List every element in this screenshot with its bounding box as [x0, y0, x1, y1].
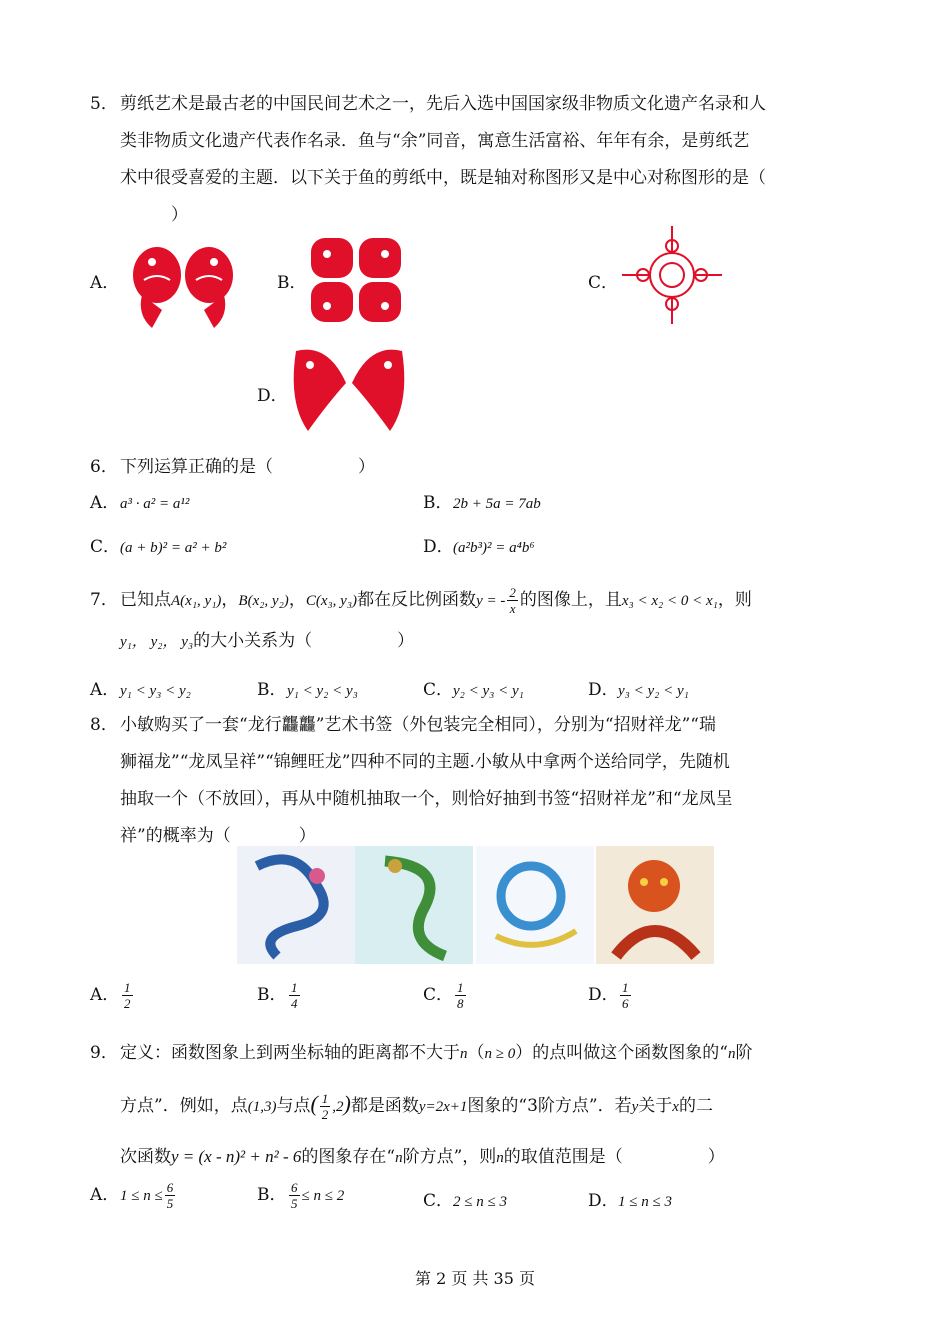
fraction-denominator: 5 [166, 1196, 174, 1211]
fraction-numerator: 6 [166, 1180, 174, 1195]
math-expression: (1,3) [247, 1099, 277, 1115]
math-expression: 1 ≤ n ≤ [120, 1188, 163, 1204]
math-variable: n [727, 1046, 736, 1062]
math-expression: 2 ≤ n ≤ 3 [453, 1194, 507, 1210]
math-expression: y₁ < y₂ < y₃ [287, 683, 358, 699]
fraction-numerator: 2 [509, 585, 516, 600]
option-c[interactable]: C．(a + b)² = a² + b² [90, 537, 227, 557]
question-text: 类非物质文化遗产代表作名录．鱼与“余”同音，寓意生活富裕、年年有余，是剪纸艺 [120, 131, 750, 151]
fraction [507, 585, 518, 616]
fish-papercut-c-image [618, 224, 726, 326]
question-8 [90, 707, 858, 855]
math-variable: y [631, 1099, 639, 1115]
question-text: 与点 [276, 1096, 311, 1116]
fraction [289, 980, 300, 1011]
math-expression: 2b + 5a = 7ab [453, 496, 541, 512]
math-expression: y₂ < y₃ < y₁ [453, 683, 524, 699]
paren-open: ( [310, 1091, 318, 1116]
question-text: 下列运算正确的是（ ） [120, 457, 375, 477]
question-text: 都在反比例函数 [357, 590, 477, 610]
math-expression: y = (x - n)² + n² - 6 [171, 1147, 302, 1166]
question-text: ） [120, 205, 188, 225]
math-expression: C(x₃, y₃) [305, 593, 358, 609]
question-number: 7． [90, 590, 118, 610]
option-a[interactable]: A．y₁ < y₃ < y₂ [90, 680, 191, 700]
fraction-numerator: 1 [457, 980, 464, 995]
question-text: 的二 [678, 1096, 713, 1116]
fraction-denominator: 4 [291, 996, 298, 1011]
fraction [165, 1180, 176, 1211]
question-text: ， [221, 590, 239, 610]
question-text: 的取值范围是（ ） [503, 1147, 725, 1167]
fraction-denominator: 5 [291, 1196, 298, 1211]
option-d[interactable]: D． [257, 386, 288, 406]
fraction-denominator: 8 [457, 996, 464, 1011]
dragon-bookmark-4-image [596, 846, 714, 964]
question-text: 定义：函数图象上到两坐标轴的距离都不大于 [120, 1043, 460, 1063]
fraction-denominator: x [507, 600, 518, 616]
question-number: 9． [90, 1043, 118, 1063]
question-5 [90, 86, 858, 234]
math-expression: B(x₂, y₂) [238, 593, 289, 609]
math-expression: 1 ≤ n ≤ 3 [618, 1194, 672, 1210]
fraction-denominator: 2 [321, 1107, 329, 1122]
option-d[interactable]: D．1 ≤ n ≤ 3 [588, 1191, 672, 1211]
math-expression: A(x₁, y₁) [171, 593, 222, 609]
option-a[interactable]: A． $\frac{1}{2}$ [90, 980, 131, 1011]
option-b[interactable]: B． $\frac{1}{4}$ [257, 980, 298, 1011]
math-variable: n [395, 1150, 403, 1166]
fraction-numerator: 1 [291, 980, 298, 995]
question-text: 剪纸艺术是最古老的中国民间艺术之一，先后入选中国国家级非物质文化遗产名录和人 [120, 94, 766, 114]
math-variable: n [460, 1046, 468, 1062]
math-variable: n [496, 1150, 504, 1166]
option-c[interactable]: C．2 ≤ n ≤ 3 [423, 1191, 507, 1211]
question-text: 抽取一个（不放回），再从中随机抽取一个，则恰好抽到书签“招财祥龙”和“龙凤呈 [120, 789, 733, 809]
dragon-bookmark-2-image [355, 846, 473, 964]
option-d[interactable]: D． $\frac{1}{6}$ [588, 980, 629, 1011]
question-text: 狮福龙”“龙凤呈祥”“锦鲤旺龙”四种不同的主题.小敏从中拿两个送给同学，先随机 [120, 752, 730, 772]
question-text: 阶 [735, 1043, 753, 1063]
fraction-denominator: 6 [622, 996, 629, 1011]
question-text: 图象的“3阶方点”．若 [467, 1096, 632, 1116]
paren-close: ) [343, 1091, 351, 1116]
question-text: 祥”的概率为（ ） [120, 826, 316, 846]
option-b[interactable]: B．2b + 5a = 7ab [423, 493, 541, 513]
page-footer: 第 2 页 共 35 页 [415, 1269, 535, 1288]
question-text: 的图象存在“ [301, 1147, 396, 1167]
math-variable: x [672, 1099, 679, 1115]
fraction-numerator: 1 [124, 980, 131, 995]
option-b[interactable]: B． [277, 273, 307, 293]
question-text: 的图像上，且 [519, 590, 622, 610]
question-text: 方点”．例如，点 [120, 1096, 248, 1116]
question-text: 术中很受喜爱的主题．以下关于鱼的剪纸中，既是轴对称图形又是中心对称图形的是（ [120, 168, 766, 188]
option-a[interactable]: A．a³ · a² = a¹² [90, 493, 190, 513]
option-c[interactable]: C．y₂ < y₃ < y₁ [423, 680, 524, 700]
fraction [289, 1180, 300, 1211]
math-expression: n ≥ 0 [484, 1046, 516, 1062]
question-text: （ [467, 1043, 485, 1063]
option-c[interactable]: C． [588, 273, 619, 293]
question-text: 阶方点”，则 [402, 1147, 497, 1167]
fish-papercut-d-image [288, 343, 410, 435]
fraction-denominator: 2 [124, 996, 131, 1011]
math-expression: a³ · a² = a¹² [120, 496, 190, 512]
dragon-bookmark-3-image [476, 846, 594, 964]
question-6 [90, 449, 858, 486]
math-expression: (a²b³)² = a⁴b⁶ [453, 540, 535, 556]
question-text: 都是函数 [350, 1096, 419, 1116]
option-d[interactable]: D．(a²b³)² = a⁴b⁶ [423, 537, 535, 557]
math-expression: y₁ < y₃ < y₂ [120, 683, 191, 699]
math-expression: ,2 [332, 1099, 344, 1115]
fraction-numerator: 1 [622, 980, 629, 995]
fraction-numerator: 1 [321, 1091, 329, 1106]
question-text: 的大小关系为（ ） [193, 631, 415, 651]
question-text: ， [288, 590, 306, 610]
fish-papercut-a-image [122, 240, 244, 330]
fraction [620, 980, 631, 1011]
option-b[interactable]: B．y₁ < y₂ < y₃ [257, 680, 358, 700]
fraction [122, 980, 133, 1011]
option-d[interactable]: D．y₃ < y₂ < y₁ [588, 680, 689, 700]
question-text: ）的点叫做这个函数图象的“ [515, 1043, 728, 1063]
question-text: ，则 [717, 590, 752, 610]
math-expression: y₁， y₂， y₃ [120, 634, 194, 650]
option-c[interactable]: C． $\frac{1}{8}$ [423, 980, 464, 1011]
question-7 [90, 580, 858, 662]
option-a[interactable]: A． [90, 273, 120, 293]
question-9 [90, 1028, 858, 1183]
option-a[interactable]: A．1 ≤ n ≤ $\frac{6}{5}$ [90, 1180, 174, 1211]
question-number: 5． [90, 94, 118, 114]
math-expression: ≤ n ≤ 2 [301, 1188, 345, 1204]
question-text: 小敏购买了一套“龙行龘龘”艺术书签（外包装完全相同），分别为“招财祥龙”“瑞 [120, 715, 716, 735]
question-text: 次函数 [120, 1147, 171, 1167]
fraction [320, 1091, 331, 1122]
fish-papercut-b-image [307, 234, 405, 326]
question-text: 已知点 [120, 590, 171, 610]
math-expression: x₃ < x₂ < 0 < x₁ [621, 593, 718, 609]
option-b[interactable]: B． $\frac{6}{5}$ ≤ n ≤ 2 [257, 1180, 345, 1211]
fraction [455, 980, 466, 1011]
math-expression: y₃ < y₂ < y₁ [618, 683, 689, 699]
math-expression: (a + b)² = a² + b² [120, 540, 227, 556]
question-text: 关于 [638, 1096, 673, 1116]
math-expression: y = - [476, 593, 506, 609]
math-expression: y=2x+1 [418, 1099, 468, 1115]
fraction-numerator: 6 [291, 1180, 298, 1195]
dragon-bookmark-1-image [237, 846, 355, 964]
question-number: 8． [90, 715, 118, 735]
question-number: 6． [90, 457, 118, 477]
